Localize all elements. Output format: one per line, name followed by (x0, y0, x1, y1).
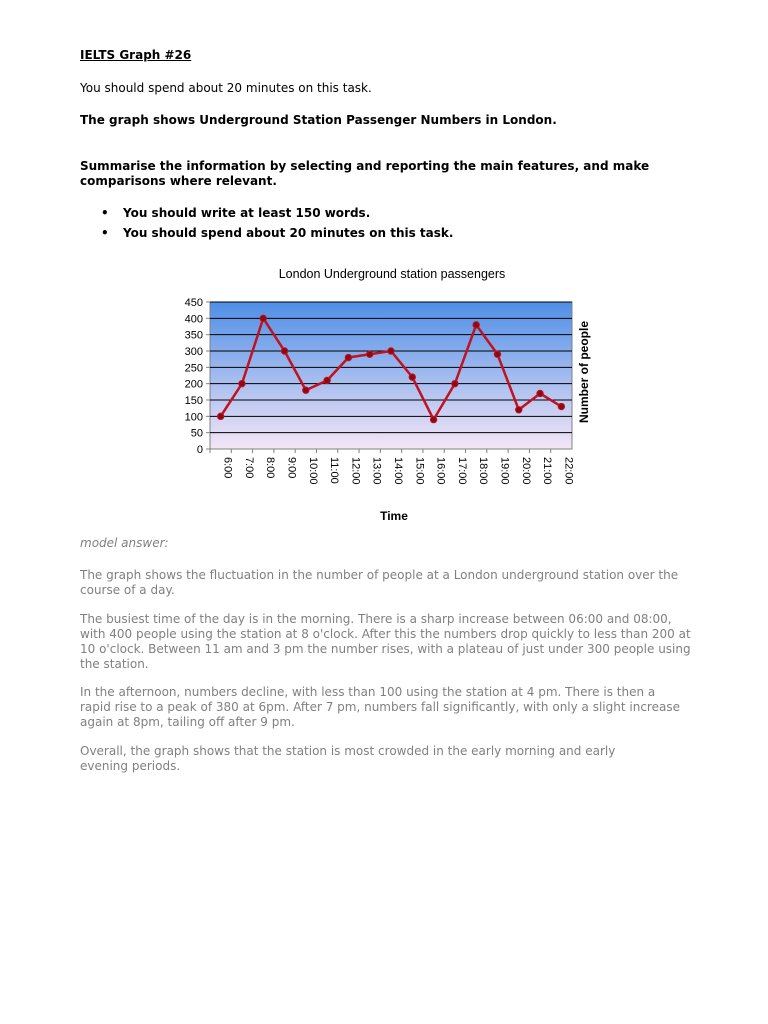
bullet-item: • You should write at least 150 words. (80, 205, 453, 225)
graph-statement: The graph shows Underground Station Passenger Numbers in London. (80, 113, 557, 127)
data-point (217, 413, 223, 419)
x-tick-label: 16:00 (434, 457, 447, 485)
data-point (537, 390, 543, 396)
x-tick-label: 18:00 (477, 457, 490, 485)
data-point (260, 315, 266, 321)
y-tick-label: 100 (184, 411, 203, 424)
x-tick-label: 11:00 (328, 457, 341, 484)
x-tick-label: 7:00 (242, 457, 255, 479)
x-tick-label: 6:00 (221, 457, 234, 479)
y-tick-label: 350 (184, 329, 203, 342)
x-axis-label: Time (380, 509, 408, 523)
x-tick-label: 13:00 (370, 457, 383, 485)
x-tick-label: 9:00 (285, 457, 298, 479)
data-point (303, 387, 309, 393)
bullet-item: • You should spend about 20 minutes on this task. (80, 225, 453, 245)
data-point (281, 348, 287, 354)
x-tick-label: 10:00 (306, 457, 319, 485)
y-tick-label: 200 (184, 378, 203, 391)
x-tick-label: 14:00 (392, 457, 404, 485)
answer-paragraph-4: Overall, the graph shows that the station is most crowded in the early morning and early evening periods. (80, 744, 616, 773)
data-point (494, 351, 500, 357)
data-point (388, 348, 394, 354)
y-tick-label: 0 (196, 444, 203, 456)
x-tick-label: 8:00 (264, 457, 277, 479)
y-tick-label: 150 (184, 395, 203, 407)
x-tick-label: 17:00 (455, 457, 468, 485)
line-chart (170, 258, 620, 528)
data-point (345, 354, 351, 360)
data-point (558, 403, 564, 409)
data-point (473, 322, 479, 328)
y-tick-label: 400 (184, 313, 203, 326)
y-tick-label: 300 (184, 346, 203, 358)
data-point (430, 416, 436, 422)
chart-svg (170, 258, 620, 528)
plot-area (210, 302, 572, 449)
x-tick-label: 20:00 (519, 457, 532, 485)
answer-paragraph-2: The busiest time of the day is in the morning. There is a sharp increase between 06:00 and 08:00, with 400 people using the station at 8 o'clock. After this the numbers drop quickly to less than 200 at 10 o'clock. Between 11 am and 3 pm the number rises, with a plateau of just under 300 people using the station. (80, 612, 691, 671)
chart-title: London Underground station passengers (278, 267, 506, 281)
x-tick-label: 12:00 (349, 457, 362, 485)
x-tick-label: 22:00 (562, 457, 575, 485)
instruction-time: You should spend about 20 minutes on this task. (80, 81, 372, 95)
data-point (367, 351, 373, 357)
y-tick-label: 250 (184, 362, 203, 375)
document-heading: IELTS Graph #26 (80, 48, 192, 62)
x-tick-label: 15:00 (413, 457, 426, 485)
x-tick-label: 21:00 (541, 457, 554, 485)
answer-paragraph-1: The graph shows the fluctuation in the number of people at a London underground station over the course of a day. (80, 568, 679, 597)
data-point (452, 380, 458, 386)
x-axis-ticks (210, 449, 574, 485)
y-tick-label: 50 (190, 427, 203, 440)
data-point (324, 377, 330, 383)
data-point (239, 380, 245, 386)
summarise-instruction: Summarise the information by selecting and reporting the main features, and make comparisons where relevant. (80, 159, 650, 188)
data-point (516, 407, 522, 413)
y-axis-label: Number of people (577, 320, 591, 424)
y-tick-label: 450 (184, 297, 203, 309)
y-axis-ticks (185, 297, 210, 456)
answer-paragraph-3: In the afternoon, numbers decline, with less than 100 using the station at 4 pm. There is then a rapid rise to a peak of 380 at 6pm. After 7 pm, numbers fall significantly, with only a slight increase again at 8pm, tailing off after 9 pm. (80, 685, 680, 729)
model-answer-label: model answer: (80, 536, 169, 550)
data-point (409, 374, 415, 380)
x-tick-label: 19:00 (498, 457, 511, 485)
task-bullet-list (80, 205, 453, 245)
